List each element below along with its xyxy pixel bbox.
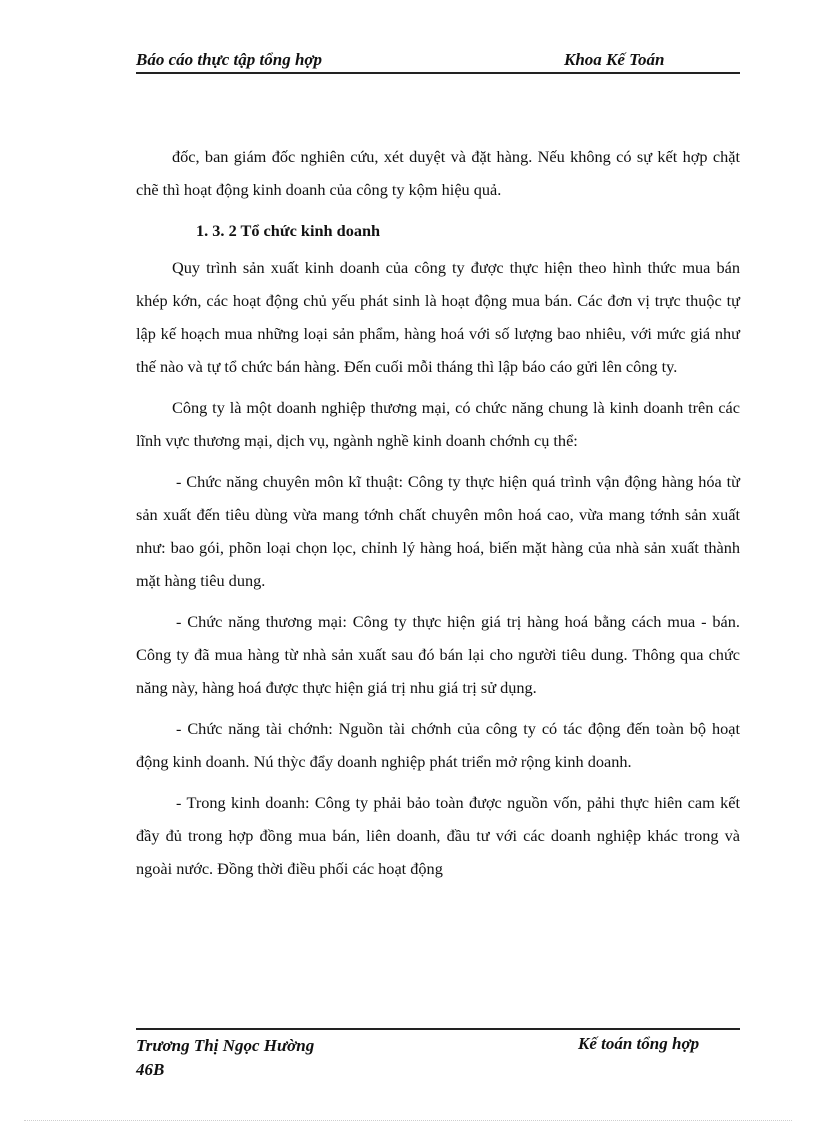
page-bottom-border	[24, 1120, 792, 1122]
paragraph-continuation: đốc, ban giám đốc nghiên cứu, xét duyệt và đặt hàng. Nếu không có sự kết hợp chặt chẽ thì hoạt động kinh doanh của công ty kộm hiệu quả.	[136, 147, 740, 199]
paragraph-trade-function: - Chức năng thương mại: Công ty thực hiện giá trị hàng hoá bằng cách mua - bán. Công ty đã mua hàng từ nhà sản xuất sau đó bán lại cho người tiêu dung. Thông qua chức năng này, hàng hoá được thực hiện giá trị nhu giá trị sử dụng.	[136, 612, 740, 697]
document-body	[136, 140, 740, 893]
footer-author-name: Trương Thị Ngọc Hường	[136, 1036, 315, 1055]
paragraph-company-functions: Công ty là một doanh nghiệp thương mại, có chức năng chung là kinh doanh trên các lĩnh vực thương mại, dịch vụ, ngành nghề kinh doanh chớnh cụ thể:	[136, 398, 740, 450]
paragraph-business-duty: - Trong kinh doanh: Công ty phải bảo toàn được nguồn vốn, pảhi thực hiên cam kết đầy đủ trong hợp đồng mua bán, liên doanh, đầu tư với các doanh nghiệp khác trong và ngoài nước. Đồng thời điều phối các hoạt động	[136, 793, 740, 878]
section-heading: 1. 3. 2 Tổ chức kinh doanh	[196, 221, 381, 240]
footer-class: 46B	[136, 1060, 165, 1079]
page-header	[136, 48, 740, 74]
paragraph-technical-function: - Chức năng chuyên môn kĩ thuật: Công ty thực hiện quá trình vận động hàng hóa từ sản xuất đến tiêu dùng vừa mang tớnh chất chuyên môn hoá cao, vừa mang tớnh sản xuất như: bao gói, phõn loại chọn lọc, chỉnh lý hàng hoá, biến mặt hàng của nhà sản xuất thành mặt hàng tiêu dung.	[136, 472, 740, 590]
header-report-title: Báo cáo thực tập tổng hợp	[136, 50, 323, 69]
paragraph-business-process: Quy trình sản xuất kinh doanh của công ty được thực hiện theo hình thức mua bán khép kớn, các hoạt động chủ yếu phát sinh là hoạt động mua bán. Các đơn vị trực thuộc tự lập kế hoạch mua những loại sản phẩm, hàng hoá với số lượng bao nhiêu, với mức giá như thế nào và tự tổ chức bán hàng. Đến cuối mỗi tháng thì lập báo cáo gửi lên công ty.	[136, 258, 740, 376]
footer-author-block	[136, 1034, 314, 1082]
header-faculty: Khoa Kế Toán	[564, 50, 665, 69]
page-footer	[136, 1028, 740, 1079]
footer-department: Kế toán tổng hợp	[578, 1034, 700, 1053]
paragraph-finance-function: - Chức năng tài chớnh: Nguồn tài chớnh của công ty có tác động đến toàn bộ hoạt động kinh doanh. Nú thỳc đẩy doanh nghiệp phát triển mở rộng kinh doanh.	[136, 719, 740, 771]
